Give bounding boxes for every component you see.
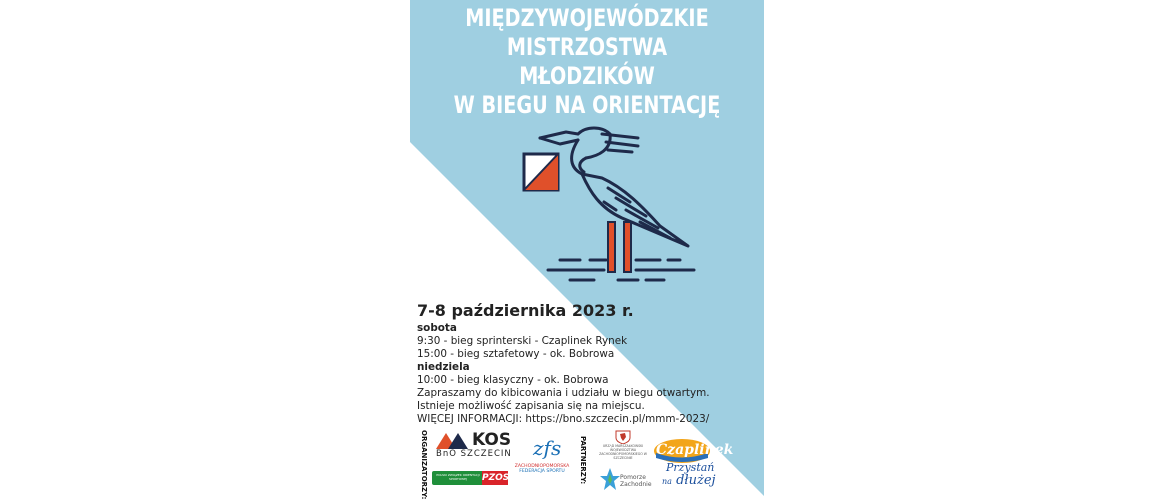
kos-logo-subtitle: BnO SZCZECIN — [436, 449, 512, 459]
griffin-coat-of-arms-icon — [615, 430, 631, 444]
czaplinek-slogan-na: na — [662, 477, 672, 486]
more-info-link[interactable]: WIĘCEJ INFORMACJI: https://bno.szczecin.pl/mmm-2023/ — [417, 413, 710, 425]
poster-title — [410, 4, 764, 120]
czaplinek-slogan-dluzej: dłużej — [676, 473, 716, 488]
pomorze-zachodnie-logo-text — [620, 474, 652, 488]
urzad-logo-text: URZĄD MARSZAŁKOWSKI WOJEWÓDZTWA ZACHODNIOPOMORSKIEGO W SZCZECINIE — [599, 444, 647, 460]
title-line: MISTRZOSTWA — [506, 33, 668, 61]
zfs-logo-line1: ZACHODNIOPOMORSKA — [514, 464, 570, 469]
czaplinek-slogan-line2 — [662, 474, 716, 489]
title-line: W BIEGU NA ORIENTACJĘ — [453, 91, 721, 119]
invitation-text: Zapraszamy do kibicowania i udziału w biegu otwartym. — [417, 387, 710, 399]
registration-note: Istnieje możliwość zapisania się na miejscu. — [417, 400, 645, 412]
pzos-logo-abbr: PZOS — [482, 473, 510, 483]
kos-logo-name: KOS — [472, 430, 512, 450]
zfs-logo-line2: FEDERACJA SPORTU — [519, 469, 565, 474]
pomorze-line2: Zachodnie — [620, 481, 652, 488]
orienteering-flag-icon — [524, 154, 558, 190]
heron-orienteering-flag-illustration — [520, 122, 700, 287]
water-lines — [548, 260, 694, 280]
pzos-logo-small-text: POLSKI ZWIĄZEK ORIENTACJI SPORTOWEJ — [436, 473, 480, 481]
logos-strip — [410, 428, 764, 500]
event-info — [417, 301, 757, 426]
kos-logo-mark — [436, 431, 470, 449]
pomorze-line1: Pomorze — [620, 474, 646, 481]
czaplinek-logo-name: Czaplinek — [656, 442, 734, 458]
day-heading-sunday: niedziela — [417, 361, 470, 373]
organizers-label: ORGANIZATORZY: — [420, 430, 428, 500]
pzos-logo — [432, 471, 508, 485]
heron-legs — [608, 222, 631, 272]
partners-label: PARTNERZY: — [579, 436, 587, 485]
zfs-logo-name: zfs — [533, 436, 562, 460]
event-poster — [410, 0, 764, 500]
schedule-item: 15:00 - bieg sztafetowy - ok. Bobrowa — [417, 348, 615, 360]
pomorze-zachodnie-logo-icon — [600, 468, 620, 490]
day-heading-saturday: sobota — [417, 322, 457, 334]
zfs-logo-subtitle — [514, 464, 570, 474]
czaplinek-slogan-line1: Przystań — [666, 461, 715, 474]
schedule-item: 9:30 - bieg sprinterski - Czaplinek Rynek — [417, 335, 628, 347]
title-line: MIĘDZYWOJEWÓDZKIE — [465, 4, 709, 32]
title-line: MŁODZIKÓW — [519, 62, 655, 90]
schedule-item: 10:00 - bieg klasyczny - ok. Bobrowa — [417, 374, 609, 386]
event-date: 7-8 października 2023 r. — [417, 301, 634, 320]
